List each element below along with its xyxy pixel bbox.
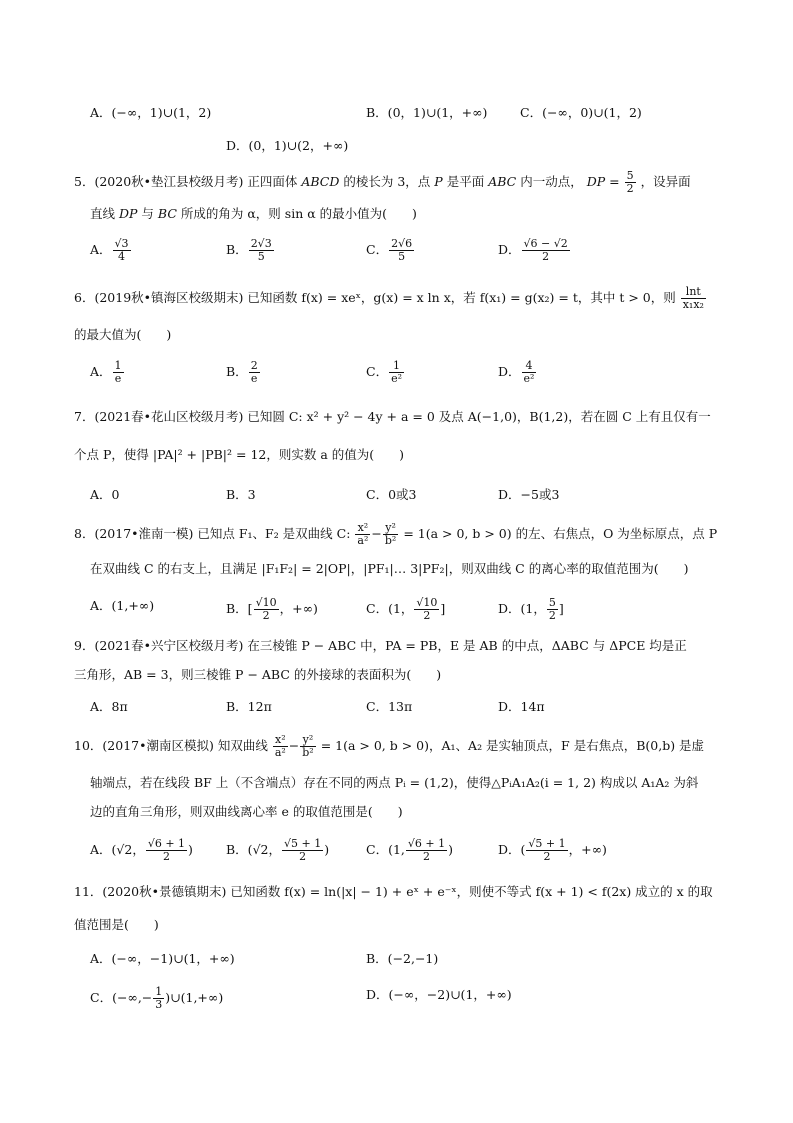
q7-stem-line2: 个点 P，使得 |PA|² + |PB|² = 12，则实数 a 的值为( )	[74, 447, 405, 462]
q7-option-d: D．−5或3	[498, 487, 560, 502]
q8-stem-line1: 8．(2017•淮南一模) 已知点 F₁、F₂ 是双曲线 C: $\frac{\text{x²}}{\text{a²}}$ − $\frac{\text{y²}}{\text{b²}}$ = 1(a > 0, b > 0) 的左、右焦点，O 为坐标原点，点 P	[74, 521, 718, 547]
q9-stem-line1: 9．(2021春•兴宁区校级月考) 在三棱锥 P − ABC 中，PA = PB，E 是 AB 的中点，ΔABC 与 ΔPCE 均是正	[74, 638, 687, 653]
q8-option-d: D．(1， $\frac{5}{2}$ ]	[498, 596, 564, 622]
q7-option-a: A．0	[90, 487, 120, 502]
q5-option-b: B． $\frac{2√3}{5}$	[226, 237, 272, 263]
q8-stem-line2: 在双曲线 C 的右支上，且满足 |F₁F₂| = 2|OP|，|PF₁|… 3|PF₂|，则双曲线 C 的离心率的取值范围为( )	[90, 561, 689, 576]
q9-option-b: B．12π	[226, 699, 272, 714]
q10-stem-line1: 10．(2017•潮南区模拟) 知双曲线 $\frac{\text{x²}}{\text{a²}}$ − $\frac{\text{y²}}{\text{b²}}$ = 1(a > 0, b > 0)，A₁、A₂ 是实轴顶点，F 是右焦点，B(0,b) 是虚	[74, 733, 705, 759]
q5-dp-fraction: $\frac{5}{2}$	[626, 169, 634, 195]
q7-option-c: C．0或3	[366, 487, 417, 502]
q4-option-a: A．(−∞，1)∪(1，2)	[90, 105, 212, 120]
q8-option-a: A．(1,+∞)	[90, 598, 155, 613]
q9-option-a: A．8π	[90, 699, 128, 714]
q11-option-c: C．(−∞,− $\frac{1}{3}$ )∪(1,+∞)	[90, 985, 224, 1011]
q5-option-d: D． $\frac{√6 - √2}{2}$	[498, 237, 568, 263]
q10-option-c: C．(1, $\frac{√6 + 1}{2}$ )	[366, 837, 453, 863]
q9-stem-line2: 三角形，AB = 3，则三棱锥 P − ABC 的外接球的表面积为( )	[74, 667, 442, 682]
q10-option-d: D．( $\frac{√5 + 1}{2}$ ，+∞)	[498, 837, 607, 863]
q11-stem-line2: 值范围是( )	[74, 917, 159, 932]
q6-fraction: $\frac{\ln t}{\text{x₁x₂}}$	[682, 285, 704, 311]
q9-option-c: C．13π	[366, 699, 413, 714]
q5-stem-line2: 直线 DP 与 BC 所成的角为 α，则 sin α 的最小值为( )	[90, 206, 417, 221]
q6-option-b: B． $\frac{2}{e}$	[226, 359, 258, 385]
q6-option-d: D． $\frac{4}{\text{e²}}$	[498, 359, 535, 385]
q5-option-a: A． $\frac{√3}{4}$	[90, 237, 129, 263]
q8-option-b: B．[ $\frac{√10}{2}$ ，+∞)	[226, 596, 318, 622]
q6-stem-line2: 的最大值为( )	[74, 327, 172, 342]
q5-stem-line1: 5．(2020秋•垫江县校级月考) 正四面体 ABCD 的棱长为 3，点 P 是平面 ABC 内一动点， DP = $\frac{5}{2}$ ，设异面	[74, 169, 691, 195]
q11-option-d: D．(−∞，−2)∪(1，+∞)	[366, 987, 512, 1002]
q7-stem-line1: 7．(2021春•花山区校级月考) 已知圆 C: x² + y² − 4y + a = 0 及点 A(−1,0)，B(1,2)，若在圆 C 上有且仅有一	[74, 409, 711, 424]
q4-option-b: B．(0，1)∪(1，+∞)	[366, 105, 488, 120]
q10-stem-line3: 边的直角三角形，则双曲线离心率 e 的取值范围是( )	[90, 804, 403, 819]
q9-option-d: D．14π	[498, 699, 545, 714]
q7-option-b: B．3	[226, 487, 256, 502]
q11-option-b: B．(−2,−1)	[366, 951, 439, 966]
q4-option-c: C．(−∞，0)∪(1，2)	[520, 105, 642, 120]
q10-option-b: B．(√2， $\frac{√5 + 1}{2}$ )	[226, 837, 330, 863]
q10-stem-line2: 轴端点，若在线段 BF 上（不含端点）存在不同的两点 Pᵢ = (1,2)，使得△PᵢA₁A₂(i = 1, 2) 构成以 A₁A₂ 为斜	[90, 775, 699, 790]
q4-option-d: D．(0，1)∪(2，+∞)	[226, 138, 349, 153]
q11-option-a: A．(−∞，−1)∪(1，+∞)	[90, 951, 235, 966]
q5-option-c: C． $\frac{2√6}{5}$	[366, 237, 413, 263]
q11-stem-line1: 11．(2020秋•景德镇期末) 已知函数 f(x) = ln(|x| − 1) + eˣ + e⁻ˣ，则使不等式 f(x + 1) < f(2x) 成立的 x 的取	[74, 884, 713, 899]
q6-stem-line1: 6．(2019秋•镇海区校级期末) 已知函数 f(x) = xeˣ，g(x) = x ln x，若 f(x₁) = g(x₂) = t，其中 t > 0，则 $\frac{\ln t}{\text{x₁x₂}}$	[74, 285, 704, 311]
q6-option-a: A． $\frac{1}{e}$	[90, 359, 122, 385]
q8-option-c: C．(1， $\frac{√10}{2}$ ]	[366, 596, 446, 622]
q10-option-a: A．(√2， $\frac{√6 + 1}{2}$ )	[90, 837, 193, 863]
q6-option-c: C． $\frac{1}{\text{e²}}$	[366, 359, 402, 385]
